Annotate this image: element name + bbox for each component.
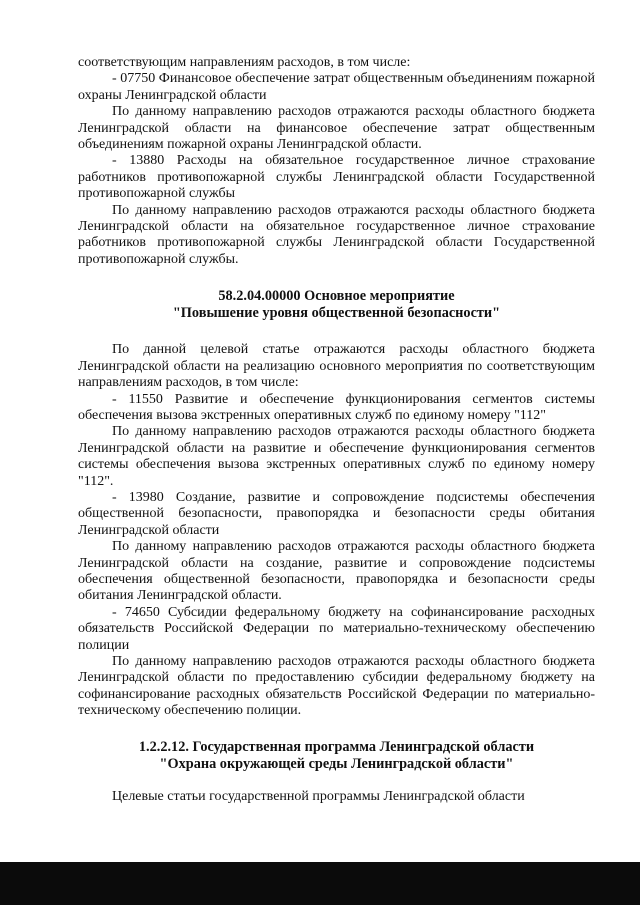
paragraph: По данной целевой статье отражаются расходы областного бюджета Ленинградской области на реализацию основного мероприятия по соответствующим направлениям расходов, в том числе: <box>78 342 595 391</box>
paragraph: По данному направлению расходов отражаются расходы областного бюджета Ленинградской области по предоставлению субсидии федеральному бюджету на софинансирование расходных обязательств Российской Федерации по материально-техническому обеспечению полиции. <box>78 654 595 719</box>
paragraph: По данному направлению расходов отражаются расходы областного бюджета Ленинградской области на обязательное государственное личное страхование работников противопожарной службы Ленинградской области Государственной противопожарной службы. <box>78 202 595 267</box>
heading-line: "Повышение уровня общественной безопасности" <box>172 305 501 322</box>
paragraph: - 74650 Субсидии федеральному бюджету на софинансирование расходных обязательств Российской Федерации по материально-техническому обеспечению полиции <box>78 604 595 653</box>
paragraph: По данному направлению расходов отражаются расходы областного бюджета Ленинградской области на развитие и обеспечение функционирования сегментов системы обеспечения вызова экстренных оперативных служб по единому номеру "112". <box>78 424 595 489</box>
heading-line: 58.2.04.00000 Основное мероприятие <box>218 288 455 305</box>
paragraph-group-middle <box>78 342 595 719</box>
scan-edge-bar <box>0 862 640 905</box>
paragraph-group-bottom <box>78 789 595 805</box>
document-page <box>78 55 595 805</box>
paragraph: - 11550 Развитие и обеспечение функционирования сегментов системы обеспечения вызова экстренных оперативных служб по единому номеру "112" <box>78 391 595 423</box>
paragraph: По данному направлению расходов отражаются расходы областного бюджета Ленинградской области на финансовое обеспечение затрат общественным объединениям пожарной охраны Ленинградской области. <box>78 104 595 153</box>
paragraph: соответствующим направлениям расходов, в том числе: <box>78 55 411 70</box>
paragraph: - 13880 Расходы на обязательное государственное личное страхование работников противопожарной службы Ленинградской области Государственной противопожарной службы <box>78 153 595 202</box>
paragraph: - 13980 Создание, развитие и сопровождение подсистемы обеспечения общественной безопасности, правопорядка и безопасности среды обитания Ленинградской области <box>78 489 595 538</box>
section-heading <box>78 288 595 322</box>
program-heading <box>78 739 595 773</box>
heading-line: 1.2.2.12. Государственная программа Ленинградской области <box>138 738 535 755</box>
paragraph: - 07750 Финансовое обеспечение затрат общественным объединениям пожарной охраны Ленинградской области <box>78 71 595 103</box>
heading-line: "Охрана окружающей среды Ленинградской области" <box>159 755 514 772</box>
paragraph: По данному направлению расходов отражаются расходы областного бюджета Ленинградской области на создание, развитие и сопровождение подсистемы обеспечения общественной безопасности, правопорядка и безопасности среды обитания Ленинградской области. <box>78 539 595 604</box>
paragraph-group-top <box>78 55 595 268</box>
paragraph: Целевые статьи государственной программы Ленинградской области <box>112 788 525 804</box>
